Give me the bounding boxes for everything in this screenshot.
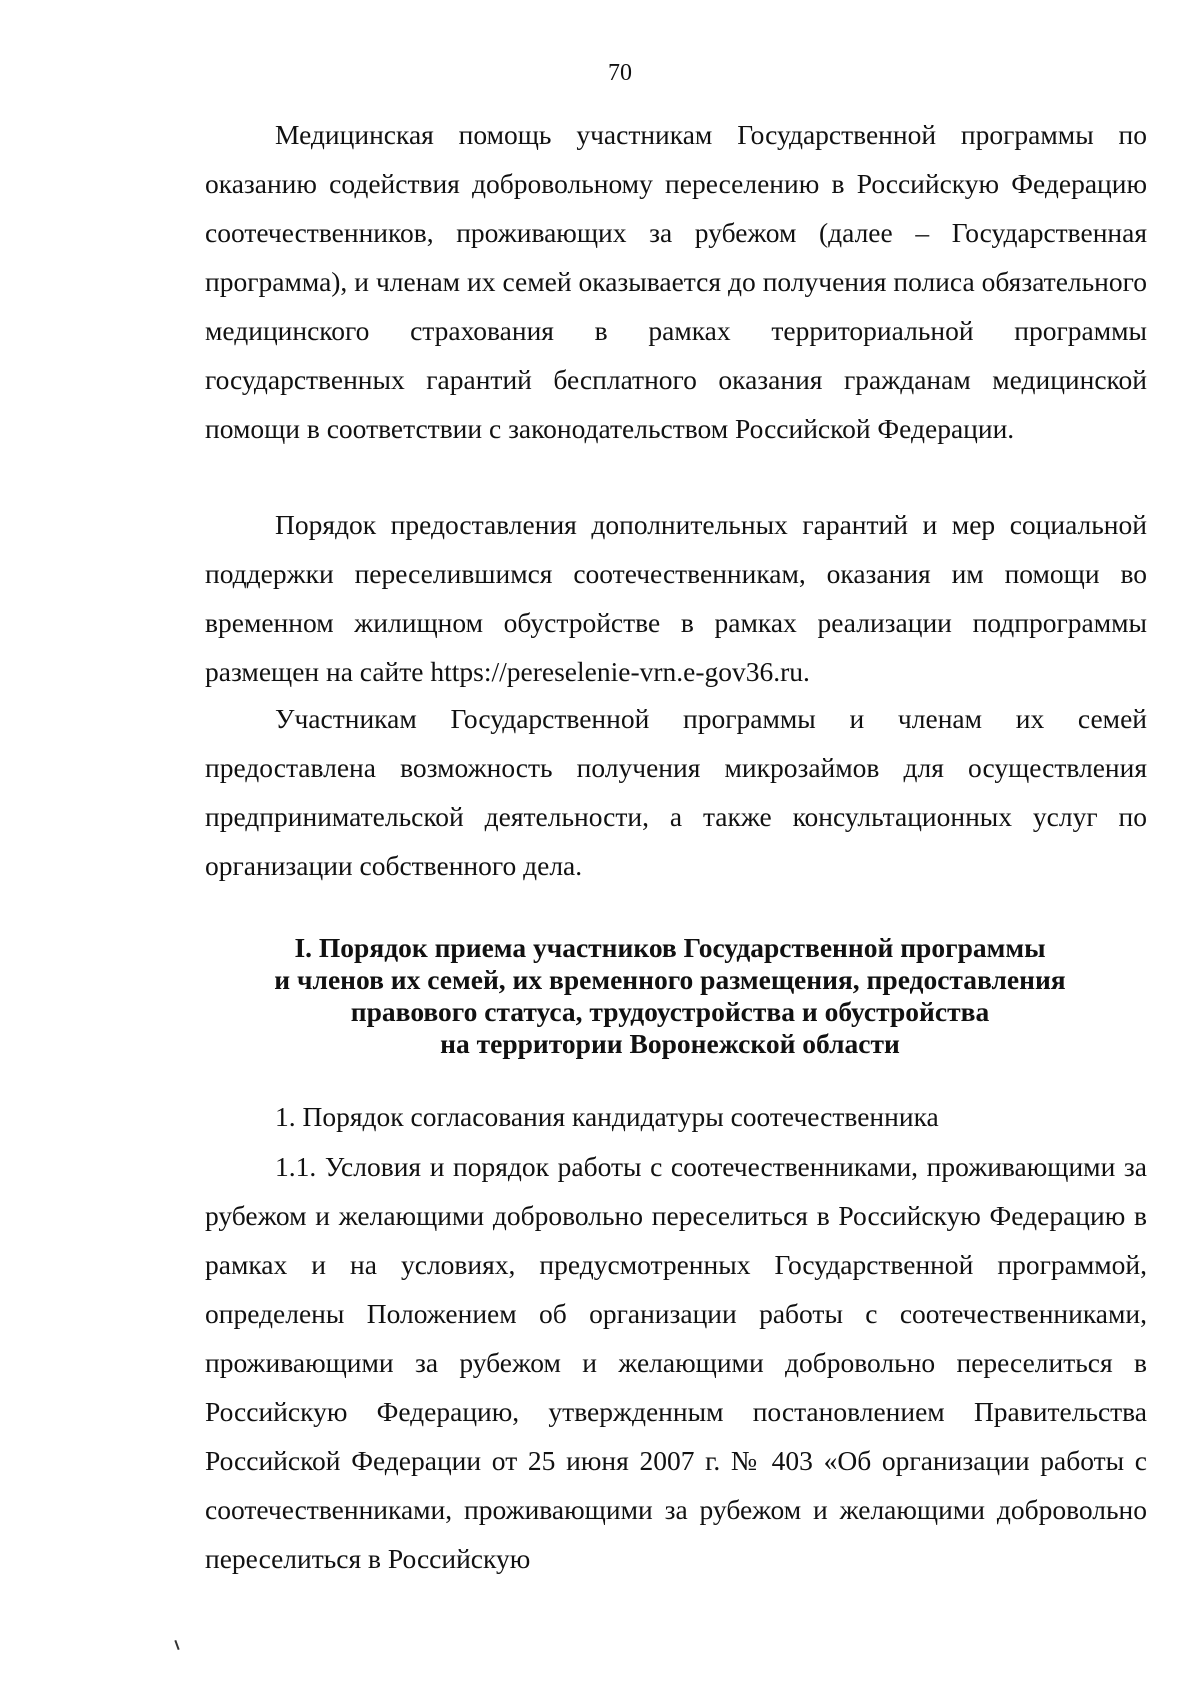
section-title-line: и членов их семей, их временного размещения, предоставления — [274, 964, 1066, 995]
scan-mark — [174, 1640, 179, 1650]
subsection-heading-text: 1. Порядок согласования кандидатуры соотечественника — [275, 1101, 939, 1132]
paragraph-conditions — [205, 1142, 1147, 1583]
paragraph-microloans — [205, 694, 1147, 890]
section-title-line: I. Порядок приема участников Государственной программы — [294, 932, 1046, 963]
subsection-heading — [205, 1092, 1147, 1141]
section-title-line: правового статуса, трудоустройства и обустройства — [350, 996, 990, 1027]
paragraph-guarantees — [205, 500, 1147, 696]
paragraph-text: Медицинская помощь участникам Государственной программы по оказанию содействия добровольному переселению в Российскую Федерацию соотечественников, проживающих за рубежом (далее – Государственная программа), и членам их семей оказывается до получения полиса обязательного медицинского страхования в рамках территориальной программы государственных гарантий бесплатного оказания гражданам медицинской помощи в соответствии с законодательством Российской Федерации. — [205, 119, 1147, 444]
paragraph-text: Участникам Государственной программы и членам их семей предоставлена возможность получения микрозаймов для осуществления предпринимательской деятельности, а также консультационных услуг по организации собственного дела. — [205, 703, 1147, 881]
page-number: 70 — [608, 60, 632, 86]
paragraph-text: 1.1. Условия и порядок работы с соотечественниками, проживающими за рубежом и желающими добровольно переселиться в Российскую Федерацию в рамках и на условиях, предусмотренных Государственной программой, определены Положением об организации работы с соотечественниками, проживающими за рубежом и желающими добровольно переселиться в Российскую Федерацию, утвержденным постановлением Правительства Российской Федерации от 25 июня 2007 г. № 403 «Об организации работы с соотечественниками, проживающими за рубежом и желающими добровольно переселиться в Российскую — [205, 1151, 1147, 1574]
section-title — [180, 932, 1160, 1060]
section-title-line: на территории Воронежской области — [440, 1028, 900, 1059]
paragraph-text: Порядок предоставления дополнительных гарантий и мер социальной поддержки переселившимся соотечественникам, оказания им помощи во временном жилищном обустройстве в рамках реализации подпрограммы размещен на сайте https://pereselenie-vrn.e-gov36.ru. — [205, 509, 1147, 687]
paragraph-medical-help — [205, 110, 1147, 453]
